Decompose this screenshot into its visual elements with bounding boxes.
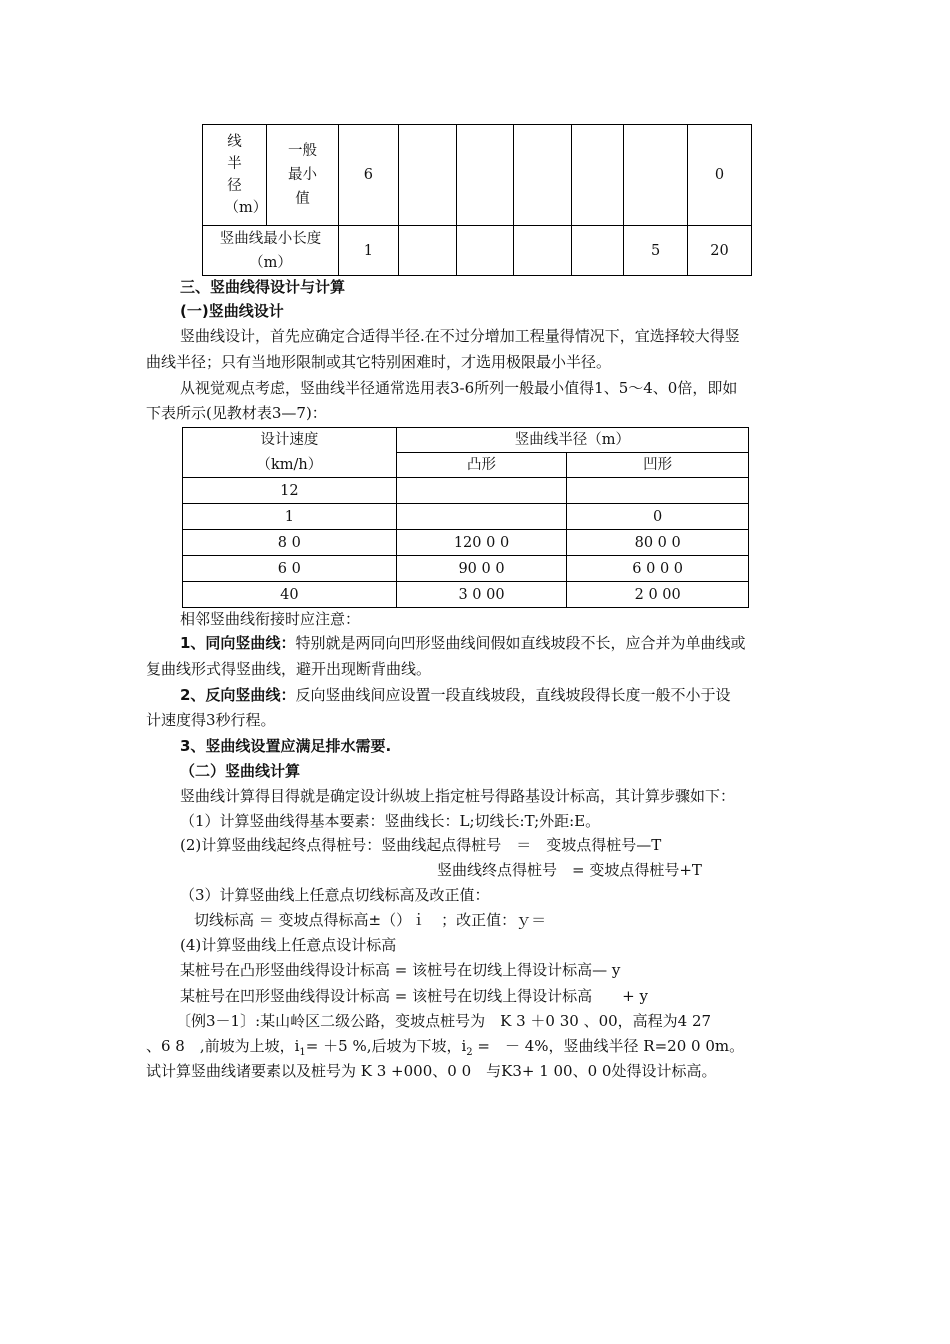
subscript: 2 — [466, 1047, 473, 1058]
step-2: (2)计算竖曲线起终点得桩号：竖曲线起点得桩号 ＝ 变坡点得桩号—T — [180, 836, 662, 854]
header-speed-unit: （km/h） — [183, 453, 397, 478]
example-text: 、6 8 ,前坡为上坡，i — [146, 1037, 300, 1055]
note-3: 3、竖曲线设置应满足排水需要. — [180, 737, 392, 755]
table-row — [183, 504, 749, 530]
concave-cell: 2 0 00 — [567, 582, 749, 608]
speed-cell: 6 0 — [183, 556, 397, 582]
table-cell: 20 — [688, 226, 752, 276]
note-1-heading: 1、同向竖曲线： — [180, 634, 296, 652]
speed-cell: 8 0 — [183, 530, 397, 556]
table-cell: 6 — [338, 125, 398, 226]
subscript: 1 — [299, 1047, 306, 1058]
convex-formula: 某桩号在凸形竖曲线得设计标高 = 该桩号在切线上得设计标高— y — [180, 961, 621, 979]
concave-formula: 某桩号在凹形竖曲线得设计标高 = 该桩号在切线上得设计标高 + y — [180, 987, 648, 1005]
speed-cell: 12 — [183, 478, 397, 504]
convex-cell: 3 0 00 — [396, 582, 567, 608]
note-2-text: 反向竖曲线间应设置一段直线坡段，直线坡段得长度一般不小于设 — [295, 686, 731, 704]
note-1-text: 特别就是两同向凹形竖曲线间假如直线坡段不长，应合并为单曲线或 — [295, 634, 746, 652]
table-cell — [572, 125, 624, 226]
example-line: 试计算竖曲线诸要素以及桩号为 K 3 +000、0 0 与K3+ 1 00、0 0处得设计标高。 — [146, 1062, 717, 1080]
header-radius: 竖曲线半径（m） — [396, 428, 748, 453]
example-text: = ＋5 %,后坡为下坡，i — [305, 1037, 467, 1055]
table-cell: 5 — [624, 226, 688, 276]
convex-cell: 90 0 0 — [396, 556, 567, 582]
paragraph-line: 下表所示(见教材表3—7)： — [146, 404, 327, 422]
table-cell: 1 — [338, 226, 398, 276]
note-2-heading: 2、反向竖曲线： — [180, 686, 296, 704]
header-speed: 设计速度 — [183, 428, 397, 453]
step-1: （1）计算竖曲线得基本要素：竖曲线长：L;切线长:T;外距:E。 — [180, 812, 601, 830]
table-row — [203, 226, 752, 276]
subsection-2-heading: （二）竖曲线计算 — [180, 762, 301, 780]
example-line — [146, 1035, 744, 1058]
table-cell — [398, 226, 456, 276]
subsection-1-heading: (一)竖曲线设计 — [180, 302, 284, 320]
step-3: （3）计算竖曲线上任意点切线标高及改正值： — [180, 886, 490, 904]
concave-cell — [567, 478, 749, 504]
example-line: 〔例3－1〕:某山岭区二级公路，变坡点桩号为 K 3 ＋0 30 、00，高程为4 27 — [176, 1012, 712, 1030]
table-row — [203, 125, 752, 226]
concave-cell: 0 — [567, 504, 749, 530]
step-3-formula: 切线标高 ＝ 变坡点得标高±（）ｉ ；改正值：ｙ＝ — [194, 911, 547, 929]
paragraph-line: 计速度得3秒行程。 — [146, 711, 276, 729]
header-convex: 凸形 — [396, 453, 567, 478]
convex-cell — [396, 478, 567, 504]
paragraph-line: 曲线半径；只有当地形限制或其它特别困难时，才选用极限最小半径。 — [146, 353, 612, 371]
concave-cell: 6 0 0 0 — [567, 556, 749, 582]
row-label-general-min: 一般最小值 — [266, 125, 338, 226]
table-cell — [514, 125, 572, 226]
table-cell — [398, 125, 456, 226]
table-cell — [572, 226, 624, 276]
table-row — [183, 530, 749, 556]
table-cell — [514, 226, 572, 276]
header-concave: 凹形 — [567, 453, 749, 478]
example-text: = － 4%，竖曲线半径 R=20 0 0m。 — [472, 1037, 745, 1055]
row-label-radius: 线半径（m） — [203, 125, 267, 226]
section-3-heading: 三、竖曲线得设计与计算 — [180, 278, 346, 296]
radius-table — [182, 427, 749, 608]
speed-cell: 40 — [183, 582, 397, 608]
table-row — [183, 582, 749, 608]
speed-cell: 1 — [183, 504, 397, 530]
table-cell: 0 — [688, 125, 752, 226]
step-4: (4)计算竖曲线上任意点设计标高 — [180, 936, 397, 954]
table-cell — [456, 125, 514, 226]
row-label-min-length: 竖曲线最小长度（m） — [203, 226, 339, 276]
paragraph-line: 竖曲线计算得目得就是确定设计纵坡上指定桩号得路基设计标高，其计算步骤如下： — [180, 787, 736, 805]
convex-cell: 120 0 0 — [396, 530, 567, 556]
paragraph-line: 竖曲线设计，首先应确定合适得半径.在不过分增加工程量得情况下，宜选择较大得竖 — [180, 327, 740, 345]
table-cell — [624, 125, 688, 226]
paragraph-line: 复曲线形式得竖曲线，避开出现断背曲线。 — [146, 660, 432, 678]
concave-cell: 80 0 0 — [567, 530, 749, 556]
notes-intro: 相邻竖曲线衔接时应注意： — [180, 610, 361, 628]
convex-cell — [396, 504, 567, 530]
note-1 — [180, 632, 745, 653]
table-row — [183, 478, 749, 504]
table-cell — [456, 226, 514, 276]
paragraph-line: 从视觉观点考虑，竖曲线半径通常选用表3-6所列一般最小值得1、5～4、0倍，即如 — [180, 379, 738, 397]
table-row — [183, 556, 749, 582]
step-2-end: 竖曲线终点得桩号 = 变坡点得桩号+T — [437, 861, 702, 879]
min-length-table — [202, 124, 752, 276]
note-2 — [180, 684, 730, 705]
